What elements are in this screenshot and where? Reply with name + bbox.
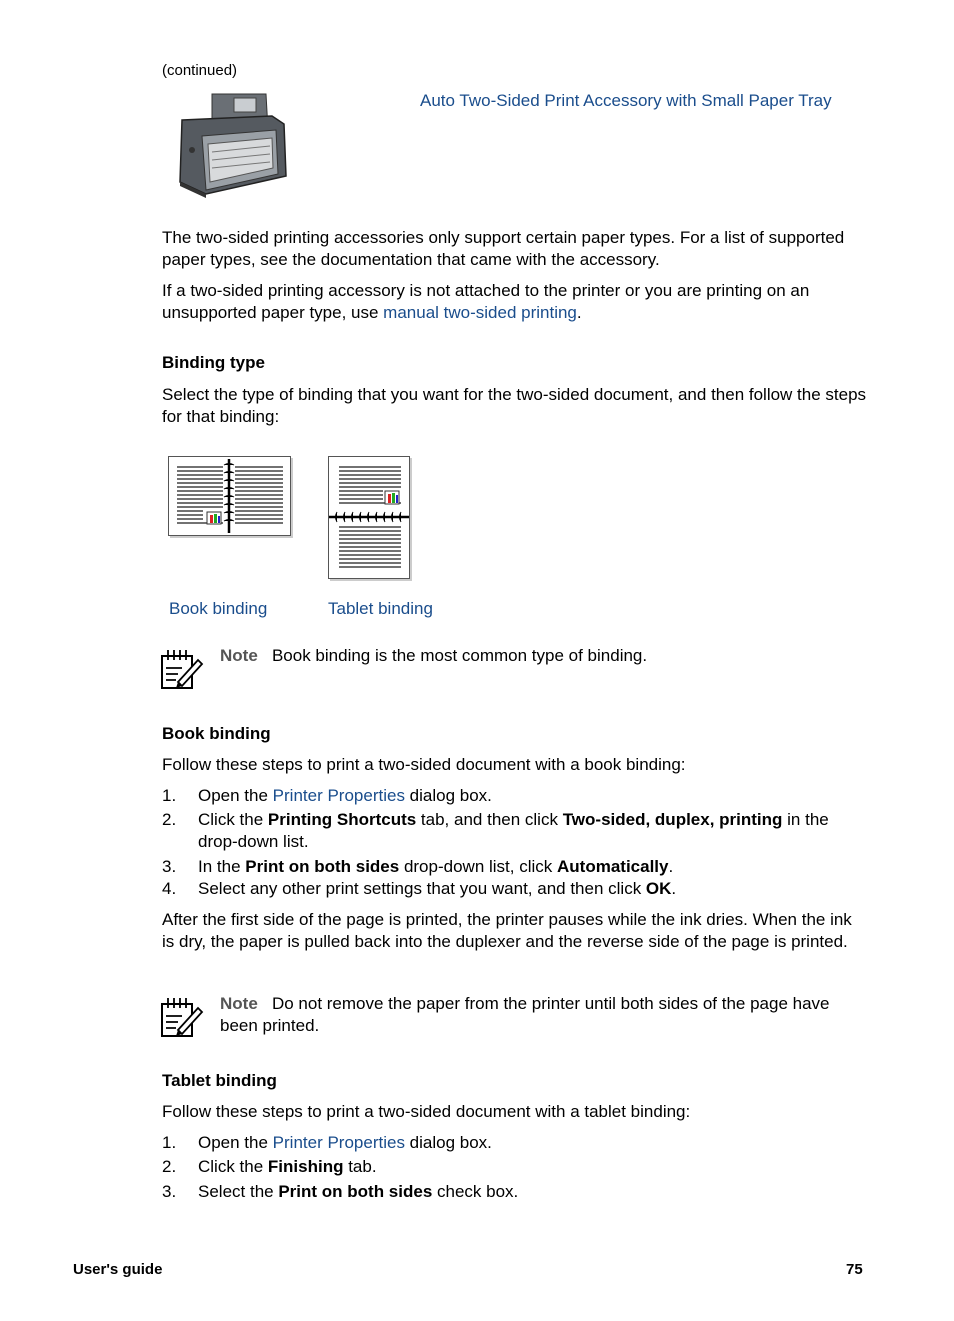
tablet-binding-heading: Tablet binding [162,1071,277,1090]
step-text: . [668,857,674,876]
step-bold: Printing Shortcuts [267,810,417,829]
step-bold: Print on both sides [245,857,400,876]
step-number: 1. [162,786,177,805]
paragraph-manual-printing [162,280,862,324]
para2-pre: If a two-sided printing accessory is not attached to the printer or you are printing on an unsupported paper type, use [162,281,810,322]
paragraph-paper-types: The two-sided printing accessories only support certain paper types. For a list of supported paper types, see the documentation that came with the accessory. [162,228,845,269]
step-text: Open the [198,1133,273,1152]
step-text: . [671,879,677,898]
tablet-binding-intro: Follow these steps to print a two-sided document with a tablet binding: [162,1102,691,1121]
step-text: dialog box. [404,786,492,805]
step-number: 3. [162,857,177,876]
step-number: 3. [162,1182,177,1201]
step-number: 2. [162,810,177,829]
step-bold: Print on both sides [278,1182,433,1201]
book-binding-steps [162,785,868,905]
step-number: 1. [162,1133,177,1152]
step-number: 4. [162,879,177,898]
tablet-binding-steps [162,1132,868,1204]
accessory-caption-link[interactable]: Auto Two-Sided Print Accessory with Small Paper Tray [420,91,832,110]
step-text: dialog box. [404,1133,492,1152]
note-text: Do not remove the paper from the printer until both sides of the page have been printed. [220,994,830,1035]
step-bold: Finishing [267,1157,344,1176]
step-bold: OK [645,879,672,898]
step-bold: Two-sided, duplex, printing [562,810,783,829]
binding-type-text: Select the type of binding that you want for the two-sided document, and then follow the steps for that binding: [162,385,867,426]
tablet-binding-image [328,456,410,579]
step-text: tab. [343,1157,377,1176]
printer-properties-link[interactable]: Printer Properties [272,1133,405,1152]
tablet-binding-link[interactable]: Tablet binding [328,599,433,618]
note-label: Note [220,646,258,665]
book-binding-image [168,456,291,536]
manual-two-sided-printing-link[interactable]: manual two-sided printing [383,303,577,322]
book-binding-heading: Book binding [162,724,271,743]
book-binding-link[interactable]: Book binding [169,599,268,618]
step-text: In the [198,857,246,876]
para2-post: . [576,303,582,322]
book-binding-after: After the first side of the page is printed, the printer pauses while the ink dries. When the ink is dry, the paper is pulled back into the duplexer and the reverse side of the page is printed. [162,910,852,951]
step-text: Select any other print settings that you want, and then click [198,879,646,898]
step-text: Click the [198,1157,268,1176]
note-icon [160,996,204,1038]
note-book-binding [220,645,870,667]
step-text: check box. [432,1182,519,1201]
step-text: in the drop-down list. [198,810,829,851]
note-icon [160,648,204,690]
note-text: Book binding is the most common type of binding. [271,646,648,665]
step-number: 2. [162,1157,177,1176]
step-bold: Automatically [557,857,669,876]
note-dont-remove-paper [220,993,870,1037]
step-text: Select the [198,1182,279,1201]
printer-properties-link[interactable]: Printer Properties [272,786,405,805]
note-label: Note [220,994,258,1013]
step-text: tab, and then click [416,810,563,829]
page-number: 75 [846,1261,863,1278]
continued-label: (continued) [162,62,238,79]
book-binding-intro: Follow these steps to print a two-sided document with a book binding: [162,755,686,774]
step-text: drop-down list, click [399,857,557,876]
step-text: Open the [198,786,273,805]
printer-accessory-image [172,90,290,200]
binding-type-heading: Binding type [162,353,265,372]
step-text: Click the [198,810,268,829]
footer-users-guide: User's guide [73,1261,163,1278]
